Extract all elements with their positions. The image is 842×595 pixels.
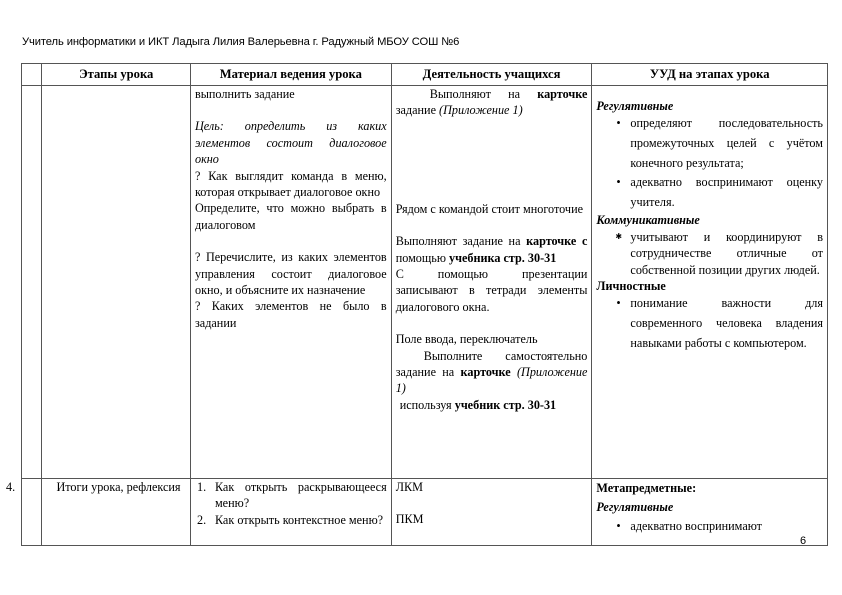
table-header-row [22,64,828,86]
answer-lkm: ЛКМ [395,480,423,494]
material-line: выполнить задание [194,87,295,101]
list-item: • определяют последовательность промежуточных целей с учётом конечного результата; [596,114,823,173]
uud-cell [592,86,828,479]
stage-cell [42,86,191,479]
uud-list-regulatory [596,517,823,537]
list-item: 2. Как открыть контекстное меню? [196,512,384,527]
material-cell [190,86,391,479]
uud-section-communicative: Коммуникативные [596,213,700,228]
activity-paragraph: Выполняют задание на карточке с помощью учебника стр. 30-31 [395,234,588,265]
uud-section-personal: Личностные [596,279,666,293]
column-header-number [22,64,42,86]
document-header: Учитель информатики и ИКТ Ладыга Лилия Валерьевна г. Радужный МБОУ СОШ №6 [22,36,460,48]
table-row [22,86,828,479]
column-header-material: Материал ведения урока [190,64,391,86]
material-cell [190,479,391,546]
answer-pkm: ПКМ [395,512,424,527]
activity-paragraph: Выполняют на карточке задание (Приложение 1) [395,87,588,118]
stage-cell: Итоги урока, рефлексия [42,479,191,546]
activity-cell [391,86,592,479]
list-item: • адекватно воспринимают оценку учителя. [596,173,823,212]
uud-list-regulatory [596,114,823,212]
column-header-activity: Деятельность учащихся [391,64,592,86]
list-item: 1. Как открыть раскрывающееся меню? [196,480,387,511]
uud-section-regulatory: Регулятивные [596,99,674,113]
question: ? Каких элементов не было в задании [194,299,387,330]
list-item: ✱ учитывают и координируют в сотрудничестве отличные от собственной позиции других людей. [596,229,823,278]
row-number-cell: 4. [22,479,42,546]
column-header-uud: УУД на этапах урока [592,64,828,86]
table-row [22,479,828,546]
question: ? Перечислите, из каких элементов управления состоит диалоговое окно, и объясните их назначение [194,250,387,298]
question: Определите, что можно выбрать в диалоговом [194,201,387,232]
activity-paragraph: используя учебник стр. 30-31 [399,397,557,412]
list-item: • адекватно воспринимают [596,517,823,537]
row-number-cell [22,86,42,479]
activity-paragraph: Выполните самостоятельно задание на карточке (Приложение 1) [395,348,588,396]
uud-list-communicative [596,229,823,278]
activity-paragraph: Поле ввода, переключатель [395,332,538,347]
question: ? Как выглядит команда в меню, которая открывает диалоговое окно [194,168,387,200]
uud-section-regulatory: Регулятивные [596,500,674,514]
column-header-stages: Этапы урока [42,64,191,86]
page-number: 6 [800,535,807,547]
uud-list-personal [596,294,823,353]
question-list [195,479,387,528]
lesson-plan-table [6,63,828,546]
lesson-goal: Цель: определить из каких элементов состоит диалоговое окно [194,119,387,167]
list-item: • понимание важности для современного человека владения навыками работы с компьютером. [596,294,823,353]
activity-paragraph: Рядом с командой стоит многоточие [395,201,583,216]
uud-cell [592,479,828,546]
activity-paragraph: С помощью презентации записывают в тетради элементы диалогового окна. [395,267,588,314]
activity-cell [391,479,592,546]
uud-section-metasubject: Метапредметные: [596,481,697,495]
